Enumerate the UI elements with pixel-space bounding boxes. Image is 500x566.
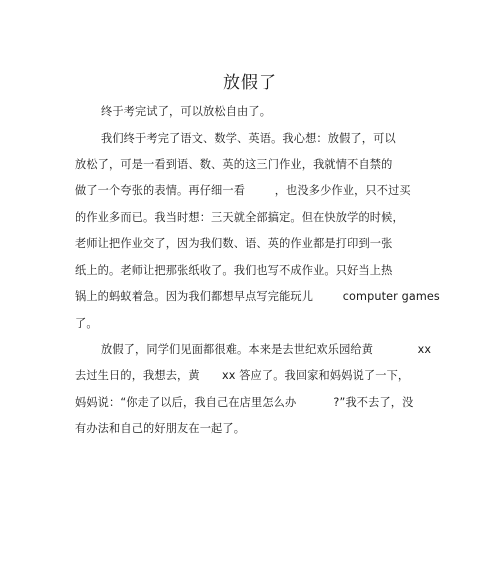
paragraph-line: 的作业多而已。我当时想：三天就全部搞定。但在快放学的时候，: [75, 211, 404, 224]
paragraph-line: 了。: [75, 317, 98, 330]
paragraph-line: 我们终于考完了语文、数学、英语。我心想：放假了，可以: [101, 132, 396, 145]
paragraph-line: 终于考完试了，可以放松自由了。: [101, 105, 272, 118]
paragraph-line: 放松了，可是一看到语、数、英的这三门作业，我就情不自禁的: [75, 158, 393, 171]
paragraph-line: 做了一个夸张的表情。再仔细一看 ，也没多少作业，只不过买: [75, 184, 411, 197]
paragraph-line: 纸上的。老师让把那张纸收了。我们也写不成作业。只好当上热: [75, 264, 393, 277]
paragraph-line: 去过生日的，我想去，黄 xx 答应了。我回家和妈妈说了一下，: [75, 369, 410, 382]
paragraph-line: 有办法和自己的好朋友在一起了。: [75, 422, 246, 435]
paragraph-line: 老师让把作业交了，因为我们数、语、英的作业都是打印到一张: [75, 237, 393, 250]
paragraph-line: 锅上的蚂蚁着急。因为我们都想早点写完能玩儿 computer games: [75, 290, 440, 303]
paragraph-line: 放假了，同学们见面都很难。本来是去世纪欢乐园给黄 xx: [101, 343, 432, 356]
document-title: 放假了: [223, 73, 277, 93]
paragraph-line: 妈妈说：“你走了以后，我自己在店里怎么办 ?”我不去了，没: [75, 396, 414, 409]
